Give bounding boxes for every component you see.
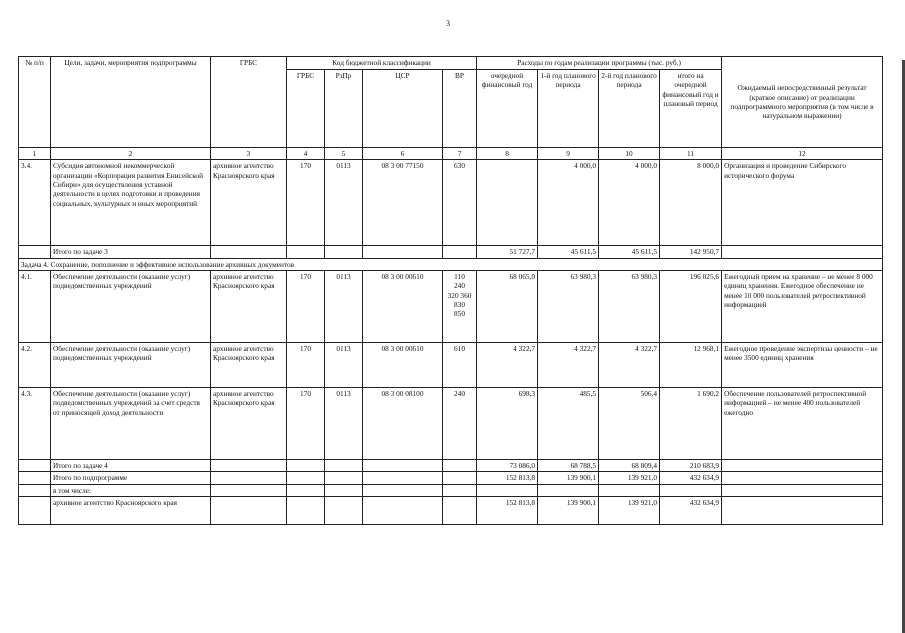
row-result: Обеспечение пользователей ретроспективной информацией – не менее 400 пользователей ежегодно	[722, 387, 883, 459]
section-row	[19, 258, 883, 270]
agency-total: 432 634,9	[660, 496, 722, 524]
col-number: 6	[363, 148, 443, 160]
agency-row	[19, 496, 883, 524]
row-grbs: 170	[287, 270, 325, 342]
header-exp-current: очередной финансовый год	[477, 70, 538, 148]
total-y2: 139 921,0	[599, 472, 660, 484]
row-vr: 240	[443, 387, 477, 459]
row-num: 4.2.	[19, 342, 51, 387]
agency-y0: 152 813,8	[477, 496, 538, 524]
col-number: 2	[51, 148, 211, 160]
row-vr: 630	[443, 160, 477, 246]
header-code-group: Код бюджетной классификации	[287, 57, 477, 70]
row-y0: 698,3	[477, 387, 538, 459]
row-y2: 63 980,3	[599, 270, 660, 342]
row-rzpr: 0113	[325, 160, 363, 246]
table-row	[19, 160, 883, 246]
row-rzpr: 0113	[325, 342, 363, 387]
header-goals: Цели, задачи, мероприятия подпрограммы	[51, 57, 211, 148]
row-csr: 08 3 00 00610	[363, 342, 443, 387]
row-total: 12 968,1	[660, 342, 722, 387]
row-num: 4.1.	[19, 270, 51, 342]
vr-line: 830	[454, 299, 465, 309]
row-csr: 08 3 00 00610	[363, 270, 443, 342]
header-grbs: ГРБС	[211, 57, 287, 148]
header-exp-first: 1-й год планового периода	[538, 70, 599, 148]
header-exp-total: итого на очередной финансовый год и плановый период	[660, 70, 722, 148]
row-y0: 4 322,7	[477, 342, 538, 387]
header-code-vr: ВР	[443, 70, 477, 148]
col-number: 9	[538, 148, 599, 160]
header-exp-second: 2-й год планового периода	[599, 70, 660, 148]
vr-line: 240	[454, 281, 465, 291]
row-result: Ежегодное проведение экспертизы ценности – не менее 3500 единиц хранения	[722, 342, 883, 387]
row-grbs-name: архивное агентство Красноярского края	[211, 342, 287, 387]
row-total: 8 000,0	[660, 160, 722, 246]
total-label: Итого по задаче 3	[51, 246, 211, 258]
row-num: 3.4.	[19, 160, 51, 246]
total-y1: 139 900,1	[538, 472, 599, 484]
row-y1: 485,5	[538, 387, 599, 459]
total-sum: 432 634,9	[660, 472, 722, 484]
vr-line: 110	[454, 271, 465, 281]
row-num: 4.3.	[19, 387, 51, 459]
row-name: Обеспечение деятельности (оказание услуг) подведомственных учреждений	[51, 270, 211, 342]
col-number: 1	[19, 148, 51, 160]
total-sum: 210 683,9	[660, 459, 722, 471]
table-row	[19, 270, 883, 342]
col-number: 5	[325, 148, 363, 160]
column-numbers-row	[19, 148, 883, 160]
agency-y2: 139 921,0	[599, 496, 660, 524]
col-number: 10	[599, 148, 660, 160]
page-number: 3	[446, 19, 450, 28]
header-num: № п/п	[19, 57, 51, 148]
total-y2: 45 611,5	[599, 246, 660, 258]
row-y1: 4 000,0	[538, 160, 599, 246]
row-total: 196 025,6	[660, 270, 722, 342]
total-y0: 152 813,8	[477, 472, 538, 484]
row-y2: 506,4	[599, 387, 660, 459]
program-table	[18, 56, 883, 525]
including-label: в том числе:	[51, 484, 211, 496]
total-label: Итого по подпрограмме	[51, 472, 211, 484]
row-y0: 68 065,0	[477, 270, 538, 342]
including-row	[19, 484, 883, 496]
total-row	[19, 459, 883, 471]
row-vr: 610	[443, 342, 477, 387]
total-sum: 142 950,7	[660, 246, 722, 258]
total-y0: 51 727,7	[477, 246, 538, 258]
row-name: Субсидия автономной некоммерческой организации «Корпорация развития Енисейской Сибири» для осуществления уставной деятельности в целях подготовки и проведения социальных, культурных и иных мероприятий	[51, 160, 211, 246]
header-result: Ожидаемый непосредственный результат (краткое описание) от реализации подпрограммного мероприятия (в том числе в натуральном выражении)	[722, 57, 883, 148]
row-y1: 4 322,7	[538, 342, 599, 387]
row-y1: 63 980,3	[538, 270, 599, 342]
col-number: 4	[287, 148, 325, 160]
row-name: Обеспечение деятельности (оказание услуг) подведомственных учреждений	[51, 342, 211, 387]
row-result: Ежегодный прием на хранение – не менее 8 000 единиц хранения. Ежегодное обеспечение не менее 10 000 пользователей ретроспективной информацией	[722, 270, 883, 342]
row-y2: 4 322,7	[599, 342, 660, 387]
row-y0	[477, 160, 538, 246]
total-y1: 68 788,5	[538, 459, 599, 471]
col-number: 8	[477, 148, 538, 160]
row-csr: 08 3 00 08100	[363, 387, 443, 459]
header-expenses-group: Расходы по годам реализации программы (тыс. руб.)	[477, 57, 722, 70]
row-grbs-name: архивное агентство Красноярского края	[211, 387, 287, 459]
row-csr: 08 3 00 77150	[363, 160, 443, 246]
agency-label: архивное агентство Красноярского края	[51, 496, 211, 524]
row-vr	[443, 270, 477, 342]
total-y0: 73 086,0	[477, 459, 538, 471]
header-code-rzpr: РзПр	[325, 70, 363, 148]
table-row	[19, 342, 883, 387]
row-grbs: 170	[287, 387, 325, 459]
row-rzpr: 0113	[325, 387, 363, 459]
total-y1: 45 611,5	[538, 246, 599, 258]
col-number: 12	[722, 148, 883, 160]
task4-title: Задача 4. Сохранение, пополнение и эффективное использование архивных документов	[19, 258, 883, 270]
vr-line: 320 360	[447, 290, 472, 300]
col-number: 11	[660, 148, 722, 160]
row-rzpr: 0113	[325, 270, 363, 342]
total-label: Итого по задаче 4	[51, 459, 211, 471]
row-y2: 4 000,0	[599, 160, 660, 246]
col-number: 3	[211, 148, 287, 160]
agency-y1: 139 900,1	[538, 496, 599, 524]
table-row	[19, 387, 883, 459]
row-total: 1 690,2	[660, 387, 722, 459]
header-code-grbs: ГРБС	[287, 70, 325, 148]
total-row	[19, 246, 883, 258]
col-number: 7	[443, 148, 477, 160]
row-grbs: 170	[287, 342, 325, 387]
row-name: Обеспечение деятельности (оказание услуг) подведомственных учреждений за счет средств от приносящей доход деятельности	[51, 387, 211, 459]
vr-line: 850	[454, 309, 465, 319]
total-y2: 68 809,4	[599, 459, 660, 471]
row-grbs-name: архивное агентство Красноярского края	[211, 270, 287, 342]
row-grbs: 170	[287, 160, 325, 246]
row-grbs-name: архивное агентство Красноярского края	[211, 160, 287, 246]
row-result: Организация и проведение Сибирского исторического форума	[722, 160, 883, 246]
total-row	[19, 472, 883, 484]
header-code-csr: ЦСР	[363, 70, 443, 148]
